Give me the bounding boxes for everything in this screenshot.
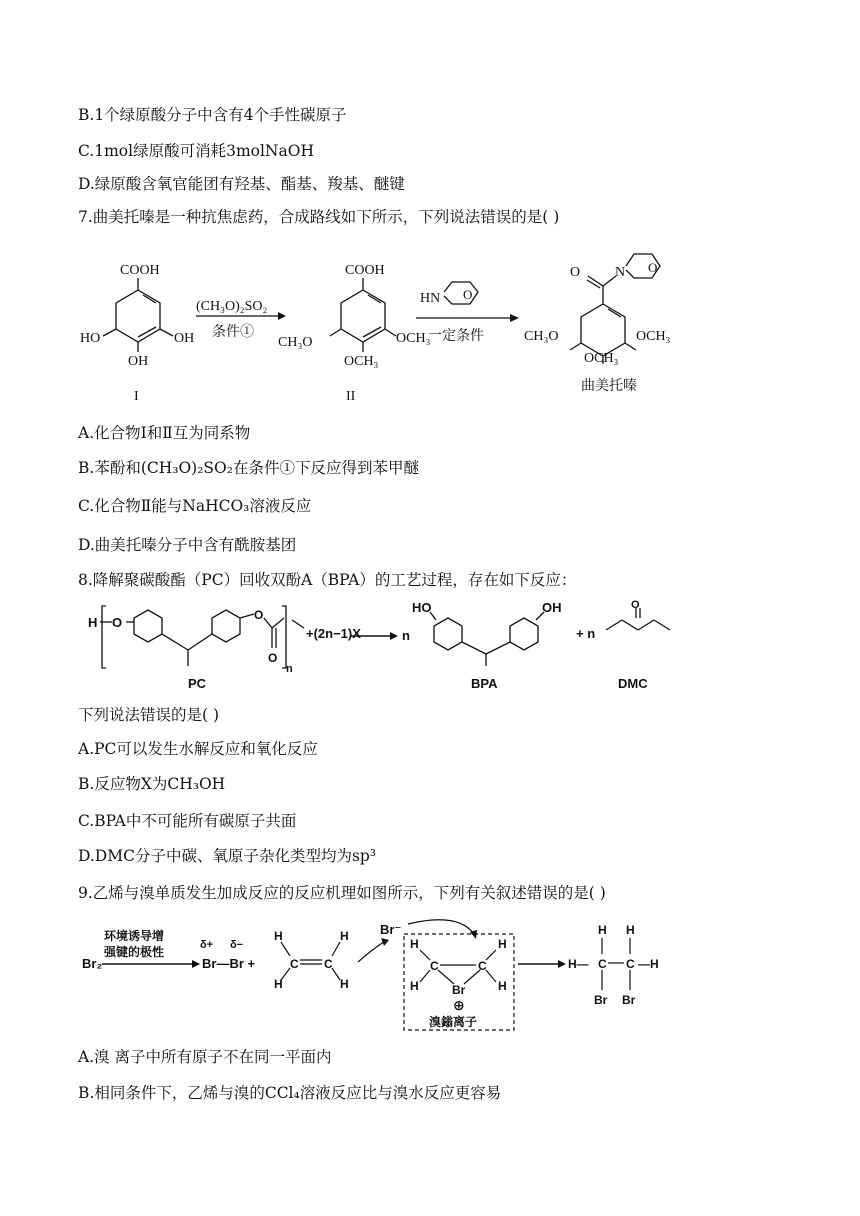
fig9-ion-h-1: H bbox=[410, 937, 419, 951]
fig9-ion-h-4: H bbox=[498, 979, 507, 993]
q9-option-b: B.相同条件下，乙烯与溴的CCl₄溶液反应比与溴水反应更容易 bbox=[78, 1084, 502, 1102]
q7-option-c: C.化合物Ⅱ能与NaHCO₃溶液反应 bbox=[78, 497, 312, 515]
fig9-product-c-1: C bbox=[598, 957, 607, 971]
fig7-n: N bbox=[615, 265, 626, 280]
fig9-ethylene-h-2: H bbox=[340, 929, 349, 943]
fig7-product-name: 曲美托嗪 bbox=[581, 379, 637, 394]
fig7-ch3o-2: CH₃O bbox=[524, 329, 559, 344]
q9-stem: 9.乙烯与溴单质发生加成反应的反应机理如图所示，下列有关叙述错误的是( ) bbox=[78, 884, 606, 902]
fig8-plus-n: + n bbox=[576, 626, 596, 641]
fig9-ethylene-c-1: C bbox=[290, 957, 299, 971]
fig7-label-2: II bbox=[346, 389, 356, 404]
fig7-carbonyl-o: O bbox=[570, 265, 581, 280]
fig8-ho: HO bbox=[412, 600, 432, 615]
fig8-label-dmc: DMC bbox=[618, 676, 648, 691]
q6-option-b: B.1个绿原酸分子中含有4个手性碳原子 bbox=[78, 106, 347, 124]
fig9-ion-c-2: C bbox=[478, 959, 487, 973]
fig8-label-pc: PC bbox=[188, 676, 207, 691]
fig7-och3-4: OCH₃ bbox=[584, 351, 619, 366]
fig7-ch3o-1: CH₃O bbox=[278, 335, 313, 350]
fig9-ethylene-h-4: H bbox=[340, 977, 349, 991]
fig9-delta-minus: δ− bbox=[230, 939, 244, 951]
q8-option-c: C.BPA中不可能所有碳原子共面 bbox=[78, 812, 297, 830]
q7-option-a: A.化合物Ⅰ和Ⅱ互为同系物 bbox=[78, 424, 251, 442]
fig7-oh-2: OH bbox=[128, 354, 149, 369]
q8-reaction-figure bbox=[78, 600, 682, 692]
fig8-dmc-o-1: O bbox=[631, 600, 640, 611]
fig7-reagent-1: (CH₃O)₂SO₂ bbox=[196, 299, 268, 314]
fig7-condition-1: 条件① bbox=[212, 325, 254, 340]
fig9-env-line2: 强键的极性 bbox=[104, 945, 165, 959]
fig9-ion-br: Br bbox=[452, 983, 466, 997]
fig7-och3-2: OCH₃ bbox=[344, 354, 379, 369]
q7-synthesis-figure bbox=[78, 252, 688, 412]
fig9-ion-c-1: C bbox=[430, 959, 439, 973]
q7-option-b: B.苯酚和(CH₃O)₂SO₂在条件①下反应得到苯甲醚 bbox=[78, 459, 419, 477]
fig9-delta-plus: δ+ bbox=[200, 939, 214, 951]
fig7-product-o: O bbox=[648, 260, 658, 275]
fig8-h: H bbox=[88, 615, 98, 630]
fig8-label-bpa: BPA bbox=[471, 676, 498, 691]
fig9-ethylene-c-2: C bbox=[324, 957, 333, 971]
fig9-product-h-left: H— bbox=[568, 957, 589, 971]
fig8-reagent: +(2n−1)X bbox=[306, 626, 361, 641]
fig8-coefficient: n bbox=[402, 628, 410, 643]
fig8-o-1: O bbox=[112, 615, 123, 630]
q8-stem: 8.降解聚碳酸酯（PC）回收双酚A（BPA）的工艺过程，存在如下反应： bbox=[78, 571, 577, 589]
fig9-ethylene-h-1: H bbox=[274, 929, 283, 943]
fig9-product-br-1: Br bbox=[594, 993, 608, 1007]
fig7-cooh-1: COOH bbox=[120, 263, 160, 278]
fig9-br-br: Br—Br + bbox=[202, 956, 256, 971]
fig7-hn: HN bbox=[420, 291, 441, 306]
fig9-ethylene-h-3: H bbox=[274, 977, 283, 991]
fig7-och3-1: OCH₃ bbox=[396, 331, 431, 346]
q8-option-a: A.PC可以发生水解反应和氧化反应 bbox=[78, 740, 318, 758]
fig7-och3-3: OCH₃ bbox=[636, 329, 671, 344]
fig9-ion-name: 溴鎓离子 bbox=[429, 1015, 478, 1029]
fig8-n-subscript: n bbox=[286, 663, 293, 675]
q8-option-d: D.DMC分子中碳、氧原子杂化类型均为sp³ bbox=[78, 847, 377, 865]
fig7-oh-1: OH bbox=[174, 331, 195, 346]
fig9-positive-charge: ⊕ bbox=[453, 997, 465, 1013]
fig7-morpholine-o: O bbox=[463, 287, 473, 302]
q9-option-a: A.溴 离子中所有原子不在同一平面内 bbox=[78, 1048, 332, 1066]
fig9-product-br-2: Br bbox=[622, 993, 636, 1007]
q9-mechanism-figure bbox=[78, 912, 678, 1036]
fig8-o-3: O bbox=[268, 651, 278, 665]
fig8-oh: OH bbox=[542, 600, 562, 615]
fig9-product-h-right: —H bbox=[638, 957, 659, 971]
q6-option-c: C.1mol绿原酸可消耗3molNaOH bbox=[78, 142, 314, 160]
fig7-condition-2: 一定条件 bbox=[428, 329, 484, 344]
fig8-o-2: O bbox=[254, 608, 264, 622]
fig9-ion-h-3: H bbox=[410, 979, 419, 993]
q8-question: 下列说法错误的是( ) bbox=[78, 706, 220, 724]
fig9-br2: Br₂ bbox=[82, 956, 103, 971]
q6-option-d: D.绿原酸含氧官能团有羟基、酯基、羧基、醚键 bbox=[78, 175, 405, 193]
fig9-env-line1: 环境诱导增 bbox=[104, 929, 165, 943]
fig9-product-h-top-1: H bbox=[598, 923, 607, 937]
fig9-ion-h-2: H bbox=[498, 937, 507, 951]
fig7-ho: HO bbox=[80, 331, 101, 346]
fig7-label-1: I bbox=[134, 389, 139, 404]
q8-option-b: B.反应物X为CH₃OH bbox=[78, 775, 226, 793]
q7-stem: 7.曲美托嗪是一种抗焦虑药，合成路线如下所示，下列说法错误的是( ) bbox=[78, 208, 560, 226]
fig9-product-c-2: C bbox=[626, 957, 635, 971]
fig9-product-h-top-2: H bbox=[626, 923, 635, 937]
q7-option-d: D.曲美托嗪分子中含有酰胺基团 bbox=[78, 536, 297, 554]
fig7-cooh-2: COOH bbox=[345, 263, 385, 278]
fig9-br-minus: Br⁻ bbox=[380, 922, 402, 937]
